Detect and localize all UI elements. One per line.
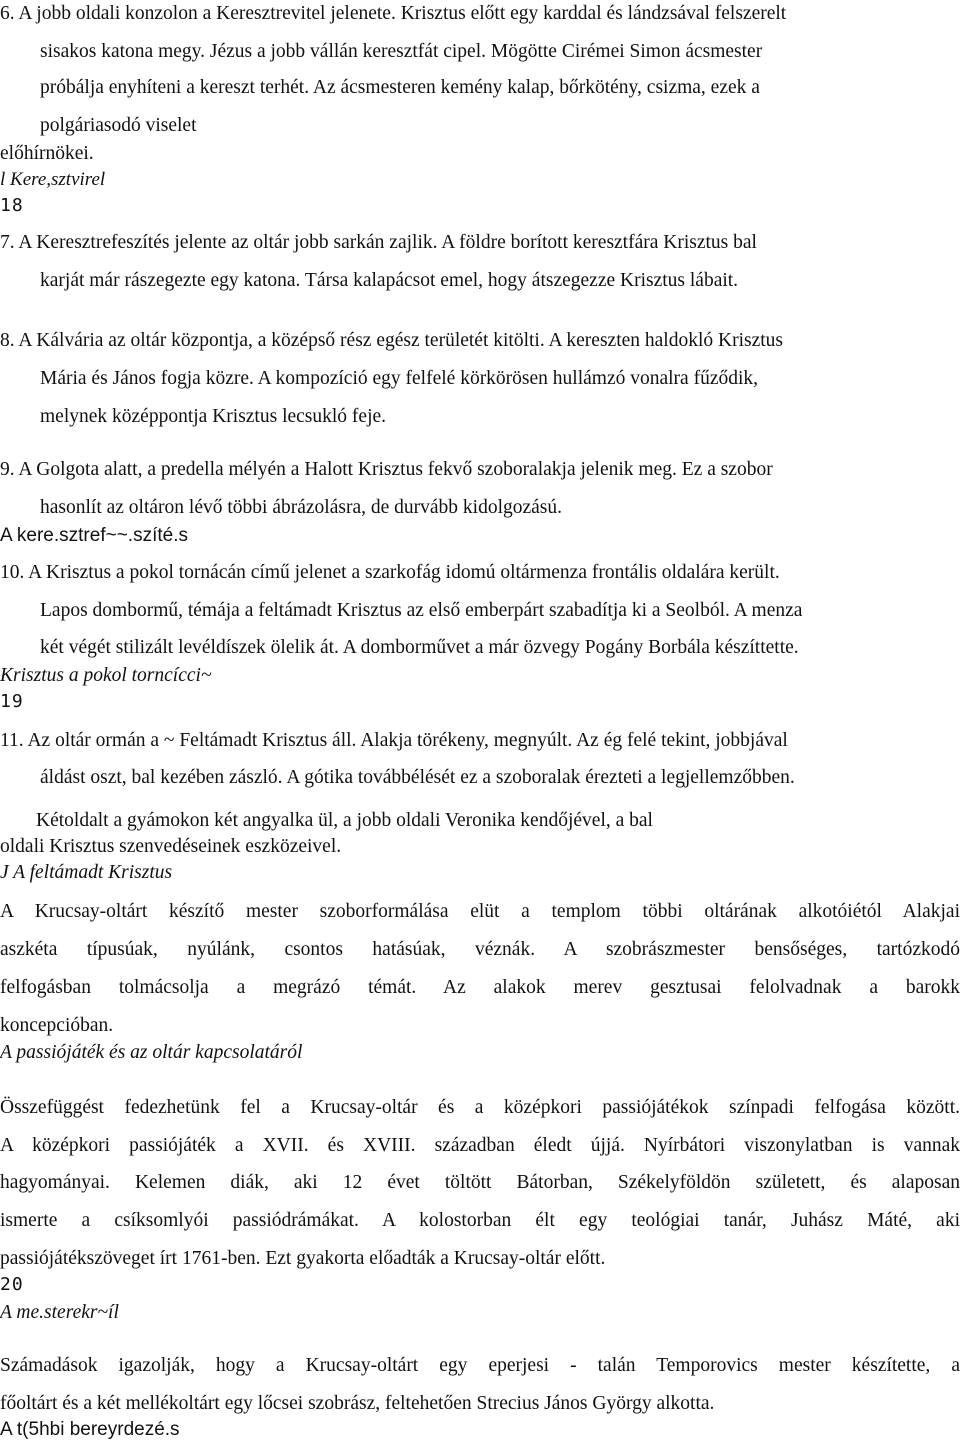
item-6-line-3: próbálja enyhíteni a kereszt terhét. Az ácsmesteren kemény kalap, bőrkötény, csizma, ezek a [40,77,760,98]
item-6-line-1: 6. A jobb oldali konzolon a Keresztrevitel jelenete. Krisztus előtt egy karddal és lándzsával felszerelt [0,3,787,24]
item-10-line-2: Lapos dombormű, témája a feltámadt Krisztus az első emberpárt szabadítja ki a Seolból. A menza [40,600,803,621]
accounts-paragraph-line-2: főoltárt és a két mellékoltárt egy lőcsei szobrász, feltehetően Strecius János György alkotta. [0,1393,715,1414]
master-paragraph-line-1: A Krucsay-oltárt készítő mester szoborformálása elüt a templom többi oltárának alkotóiétól Alakjai [0,901,960,922]
angels-line-2: oldali Krisztus szenvedéseinek eszközeivel. [0,836,342,857]
passion-paragraph-line-1: Összefüggést fedezhetünk fel a Krucsay-oltár és a középkori passiójátékok színpadi felfogása között. [0,1097,960,1118]
item-7-line-2: karját már rászegezte egy katona. Társa kalapácsot emel, hogy átszegezze Krisztus lábait. [40,270,739,291]
master-paragraph-line-2: aszkéta típusúak, nyúlánk, csontos hatásúak, véznák. A szobrászmester bensőséges, tartózkodó [0,939,960,960]
page-number-19: 19 [0,691,24,712]
item-6-line-5: előhírnökei. [0,143,94,164]
item-9-line-2: hasonlít az oltáron lévő többi ábrázolásra, de durvább kidolgozású. [40,497,563,518]
caption-pokol-tornac: Krisztus a pokol torncícci~ [0,665,212,686]
caption-keresztrefeszites: A kere.sztref~~.szíté.s [0,525,188,546]
caption-keresztrevitel: l Kere,sztvirel [0,169,106,190]
heading-other-furnishings: A t(5hbi bereyrdezé.s [0,1419,180,1440]
item-8-line-2: Mária és János fogja közre. A kompozíció egy felfelé körkörösen hullámzó vonalra fűződik, [40,368,759,389]
angels-line-1: Kétoldalt a gyámokon két angyalka ül, a jobb oldali Veronika kendőjével, a bal [36,810,653,831]
heading-passion-play: A passiójáték és az oltár kapcsolatáról [0,1042,303,1063]
item-11-line-1: 11. Az oltár ormán a ~ Feltámadt Krisztus áll. Alakja törékeny, megnyúlt. Az ég felé tekint, jobbjával [0,730,788,751]
item-8-line-1: 8. A Kálvária az oltár központja, a középső rész egész területét kitölti. A kereszten haldokló Krisztus [0,330,783,351]
page-number-20: 20 [0,1274,24,1295]
passion-paragraph-line-3: hagyományai. Kelemen diák, aki 12 évet töltött Bátorban, Székelyföldön született, és alaposan [0,1172,960,1193]
item-6-line-2: sisakos katona megy. Jézus a jobb vállán keresztfát cipel. Mögötte Cirémei Simon ácsmester [40,41,763,62]
item-9-line-1: 9. A Golgota alatt, a predella mélyén a Halott Krisztus fekvő szoboralakja jelenik meg. Ez a szobor [0,459,773,480]
passion-paragraph-line-4: ismerte a csíksomlyói passiódrámákat. A kolostorban élt egy teológiai tanár, Juhász Máté, aki [0,1210,960,1231]
passion-paragraph-line-5: passiójátékszöveget írt 1761-ben. Ezt gyakorta előadták a Krucsay-oltár előtt. [0,1248,606,1269]
item-10-line-3: két végét stilizált levéldíszek ölelik át. A domborművet a már özvegy Pogány Borbála készíttette. [40,637,799,658]
item-10-line-1: 10. A Krisztus a pokol tornácán című jelenet a szarkofág idomú oltármenza frontális oldalára került. [0,562,780,583]
item-7-line-1: 7. A Keresztrefeszítés jelente az oltár jobb sarkán zajlik. A földre borított keresztfára Krisztus bal [0,232,757,253]
master-paragraph-line-4: koncepcióban. [0,1015,114,1036]
passion-paragraph-line-2: A középkori passiójáték a XVII. és XVIII. században éledt újjá. Nyírbátori viszonylatban is vannak [0,1135,960,1156]
heading-masters: A me.sterekr~íl [0,1302,119,1323]
item-11-line-2: áldást oszt, bal kezében zászló. A gótika továbbélését ez a szoboralak érezteti a legjellemzőbben. [40,767,795,788]
master-paragraph-line-3: felfogásban tolmácsolja a megrázó témát. Az alakok merev gesztusai felolvadnak a barokk [0,977,960,998]
accounts-paragraph-line-1: Számadások igazolják, hogy a Krucsay-oltárt egy eperjesi - talán Temporovics mester készítette, a [0,1355,960,1376]
caption-feltamadt-krisztus: J A feltámadt Krisztus [0,862,173,883]
item-6-line-4: polgáriasodó viselet [40,115,197,136]
item-8-line-3: melynek középpontja Krisztus lecsukló feje. [40,406,387,427]
page-number-18: 18 [0,195,24,216]
